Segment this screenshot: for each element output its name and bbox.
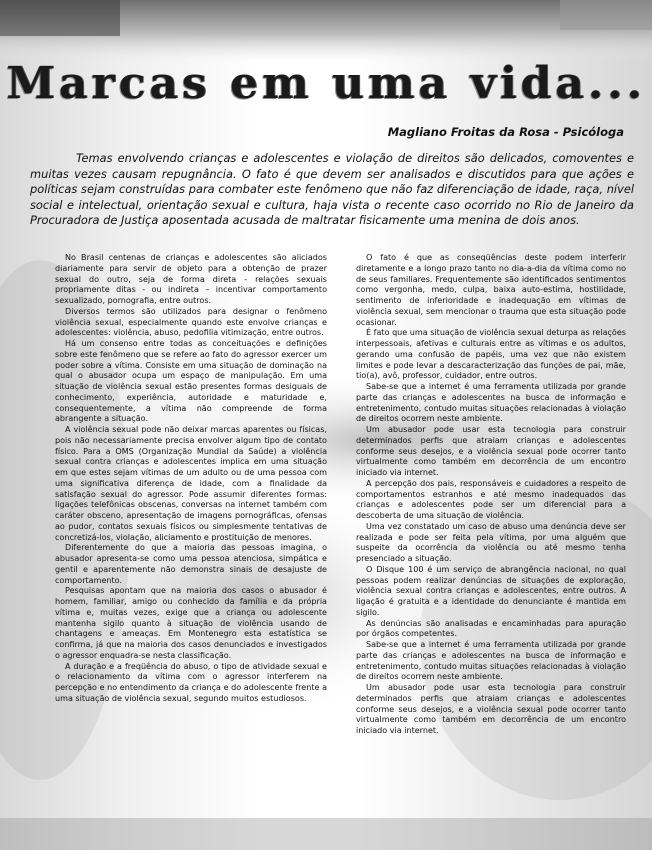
body-paragraph: A percepção dos pais, responsáveis e cuidadores a respeito de comportamentos estranhos e até mesmo inadequados das crianças e adolescentes pode ser um diferencial para a descoberta de uma situação de violência. xyxy=(356,478,626,520)
body-paragraph: As denúncias são analisadas e encaminhadas para apuração por órgãos competentes. xyxy=(356,618,626,639)
article-title: Marcas em uma vida... xyxy=(6,58,646,109)
body-paragraph: Diferentemente do que a maioria das pessoas imagina, o abusador apresenta-se como uma pessoa atenciosa, simpática e gentil e aparentemente não demonstra sinais de desajuste de comportamento. xyxy=(55,543,327,585)
right-column xyxy=(356,253,626,737)
body-paragraph: Uma vez constatado um caso de abuso uma denúncia deve ser realizada e pode ser feita pela vítima, por uma alguém que suspeite da ocorrência da violência ou até mesmo tenha presenciado a situação. xyxy=(356,521,626,563)
body-paragraph: A duração e a freqüência do abuso, o tipo de atividade sexual e o relacionamento da vítima com o agressor interferem na percepção e no entendimento da criança e do adolescente frente a uma situação de violência sexual, segundo muitos estudiosos. xyxy=(55,661,327,703)
body-paragraph: Diversos termos são utilizados para designar o fenômeno violência sexual, especialmente quando este envolve crianças e adolescentes: violência, abuso, pedofilia vitimização, entre outros. xyxy=(55,306,327,338)
body-paragraph: A violência sexual pode não deixar marcas aparentes ou físicas, pois não necessariamente precisa envolver algum tipo de contato físico. Para a OMS (Organização Mundial da Saúde) a violência sexual contra crianças e adolescentes implica em uma situação em que estes sejam vítimas de um adulto ou de uma pessoa com uma significativa diferença de idade, com a finalidade da satisfação sexual do agressor. Pode assumir diferentes formas: ligações telefônicas obscenas, conversas na internet também com caráter obsceno, apresentação de imagens pornográficas, ofensas ao pudor, contatos sexuais físicos ou simplesmente tentativas de concretizá-los, violação, aliciamento e prostituição de menores. xyxy=(55,425,327,542)
body-paragraph: Sabe-se que a internet é uma ferramenta utilizada por grande parte das crianças e adolescentes na busca de informação e entretenimento, contudo muitas situações relacionadas à violação de direitos ocorrem neste ambiente. xyxy=(356,382,626,424)
body-paragraph: Um abusador pode usar esta tecnologia para construir determinados perfis que atraiam crianças e adolescentes conforme seus desejos, e a violência sexual pode ocorrer tanto virtualmente como também em decorrência de um encontro iniciado via internet. xyxy=(356,425,626,477)
body-paragraph: O Disque 100 é um serviço de abrangência nacional, no qual pessoas podem realizar denúncias de situações de exploração, violência sexual contra crianças e adolescentes, entre outros. A ligação é gratuita e a identidade do denunciante é mantida em sigilo. xyxy=(356,564,626,617)
lead-paragraph: Temas envolvendo crianças e adolescentes e violação de direitos são delicados, comoventes e muitas vezes causam repugnância. O fato é que devem ser analisados e discutidos para que ações e políticas sejam construídas para combater este fenômeno que não faz diferenciação de idade, raça, nível social e intelectual, orientação sexual e cultura, haja vista o recente caso ocorrido no Rio de Janeiro da Procuradora de Justiça aposentada acusada de maltratar fisicamente uma menina de dois anos. xyxy=(30,151,634,227)
body-paragraph: Um abusador pode usar esta tecnologia para construir determinados perfis que atraiam crianças e adolescentes conforme seus desejos, e a violência sexual pode ocorrer tanto virtualmente como também em decorrência de um encontro iniciado via internet. xyxy=(356,683,626,735)
body-paragraph: Sabe-se que a internet é uma ferramenta utilizada por grande parte das crianças e adolescentes na busca de informação e entretenimento, contudo muitas situações relacionadas à violação de direitos ocorrem neste ambiente. xyxy=(356,640,626,682)
body-paragraph: No Brasil centenas de crianças e adolescentes são aliciados diariamente para servir de objeto para a obtenção de prazer sexual do outro, seja de forma direta - relações sexuais propriamente ditas - ou indireta – incentivar comportamento sexualizado, pornografia, entre outros. xyxy=(55,253,327,305)
left-column xyxy=(55,253,327,705)
body-paragraph: Há um consenso entre todas as conceituações e definições sobre este fenômeno que se refere ao fato do agressor exercer um poder sobre a vítima. Consiste em uma situação de dominação na qual o abusador ocupa um espaço de manipulação. Em uma situação de violência sexual estão presentes formas desiguais de conhecimento, experiência, autoridade e maturidade e, consequentemente, a vítima não compreende de forma abrangente a situação. xyxy=(55,339,327,424)
body-paragraph: O fato é que as conseqüências deste podem interferir diretamente e a longo prazo tanto no dia-a-dia da vítima como no de seus familiares. Frequentemente são identificados sentimentos como vergonha, medo, culpa, baixa auto-estima, hostilidade, sentimento de inferioridade e inadequação em vítimas de violência sexual, sem mencionar o trauma que esta situação pode ocasionar. xyxy=(356,253,626,327)
body-paragraph: Pesquisas apontam que na maioria dos casos o abusador é homem, familiar, amigo ou conhecido da família e da própria vítima e, muitas vezes, exige que a criança ou adolescente mantenha sigilo quanto à situação de violência usando de chantagens e ameaças. Em Montenegro esta estatística se confirma, já que na maioria dos casos denunciados e investigados o agressor enquadra-se nesta classificação. xyxy=(55,586,327,660)
author-byline: Magliano Froitas da Rosa - Psicóloga xyxy=(387,125,624,139)
body-paragraph: É fato que uma situação de violência sexual deturpa as relações interpessoais, afetivas e culturais entre as vítimas e os adultos, gerando uma confusão de papéis, uma vez que não existem limites e pode levar a descaracterização das funções de pai, mãe, tio(a), avô, professor, cuidador, entre outros. xyxy=(356,328,626,381)
